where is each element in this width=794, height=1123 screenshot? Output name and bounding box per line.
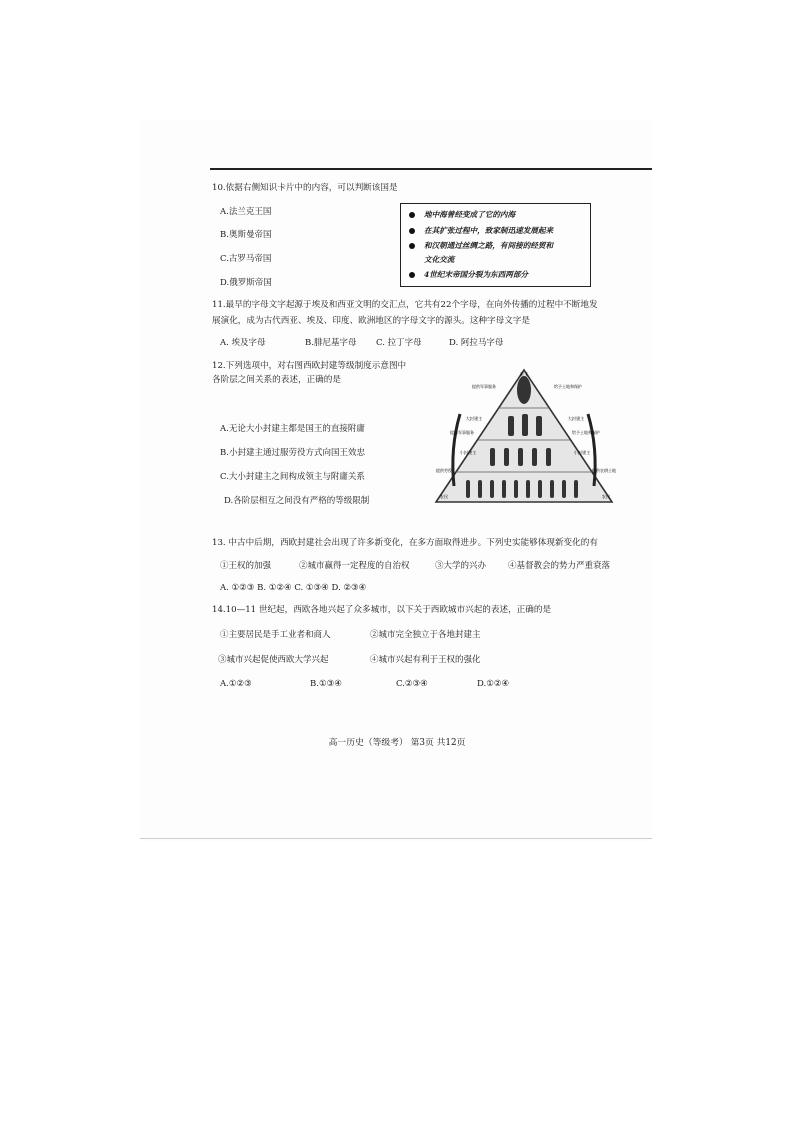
label-top-right: 给予土地和保护 xyxy=(554,384,582,389)
q14-item-1: ①主要居民是手工业者和商人 xyxy=(220,630,331,640)
feudal-hierarchy-pyramid xyxy=(432,368,616,506)
q12-option-c: C.大小封建主之间构成领主与附庸关系 xyxy=(220,472,365,482)
q10-option-b: B.奥斯曼帝国 xyxy=(220,230,272,240)
card-line-1: 地中海曾经变成了它的内海 xyxy=(424,210,516,219)
q14-item-3: ③城市兴起促使西欧大学兴起 xyxy=(218,655,329,665)
label-mid-left-2: 提供军事服务 xyxy=(450,430,474,435)
q11-option-c: C. 拉丁字母 xyxy=(376,338,422,348)
card-line-2: 在其扩张过程中，致家制迅速发展起来 xyxy=(424,226,554,235)
q11-option-b: B.腓尼基字母 xyxy=(305,338,357,348)
q14-item-4: ④城市兴起有利于王权的强化 xyxy=(370,655,481,665)
q12-option-d: D.各阶层相互之间没有严格的等级限制 xyxy=(224,496,370,506)
bottom-edge xyxy=(140,838,652,839)
q10-option-d: D.俄罗斯帝国 xyxy=(220,278,272,288)
card-line-4: 文化交流 xyxy=(424,255,455,264)
q13-item-4: ④基督教会的势力严重衰落 xyxy=(508,561,611,571)
bullet-icon xyxy=(409,272,415,278)
q14-item-2: ②城市完全独立于各地封建主 xyxy=(370,630,481,640)
label-low-left: 小封建主 xyxy=(459,450,477,455)
label-top: 帝王 xyxy=(519,373,529,378)
bullet-icon xyxy=(409,228,415,234)
q12-option-a: A.无论大小封建主都是国王的直接附庸 xyxy=(220,424,365,434)
card-line-5: 4世纪末帝国分裂为东西两部分 xyxy=(424,270,529,279)
bullet-icon xyxy=(409,243,415,249)
q14-option-b: B.①③④ xyxy=(310,679,342,689)
q13-item-1: ①王权的加强 xyxy=(220,561,272,571)
q10-option-a: A.法兰克王国 xyxy=(220,207,272,217)
label-low-left-2: 提供劳役 xyxy=(436,468,452,473)
label-top-left: 提供军事服务 xyxy=(472,384,496,389)
label-low-right: 小封建主 xyxy=(573,450,591,455)
label-mid-left: 大封建主 xyxy=(465,416,483,421)
bullet-icon xyxy=(409,212,415,218)
q12-line-2: 各阶层之间关系的表述，正确的是 xyxy=(212,375,341,385)
q10-option-c: C.古罗马帝国 xyxy=(220,254,272,264)
q13-stem: 13. 中古中后期，西欧封建社会出现了许多新变化，在多方面取得进步。下列史实能够体现新变化的有 xyxy=(212,538,598,548)
label-mid-right-2: 给予土地和保护 xyxy=(572,430,600,435)
q13-options: A. ①②③ B. ①②④ C. ①③④ D. ②③④ xyxy=(220,583,367,593)
q13-item-3: ③大学的兴办 xyxy=(435,561,487,571)
q11-line-2: 展演化，成为古代西亚、埃及、印度、欧洲地区的字母文字的源头。这种字母文字是 xyxy=(212,316,530,326)
header-rule xyxy=(210,168,652,170)
q12-option-b: B.小封建主通过服劳役方式向国王效忠 xyxy=(220,448,365,458)
q13-item-2: ②城市赢得一定程度的自治权 xyxy=(299,561,410,571)
q11-option-a: A. 埃及字母 xyxy=(220,338,266,348)
label-low-right-2: 提供农耕土地 xyxy=(592,468,616,473)
q11-option-d: D. 阿拉马字母 xyxy=(449,338,504,348)
q14-stem: 14.10—11 世纪起，西欧各地兴起了众多城市，以下关于西欧城市兴起的表述，正确的是 xyxy=(212,605,552,615)
card-line-3: 和汉朝通过丝绸之路，有间接的经贸和 xyxy=(424,241,554,250)
q14-option-a: A.①②③ xyxy=(220,679,252,689)
label-base-left: 农民 xyxy=(439,494,449,499)
label-base-right: 农民 xyxy=(601,494,611,499)
label-mid-right: 大封建主 xyxy=(567,416,585,421)
knowledge-card xyxy=(400,203,591,287)
q11-line-1: 11.最早的字母文字起源于埃及和西亚文明的交汇点，它共有22个字母，在向外传播的过程中不断地发 xyxy=(212,300,598,310)
q10-stem: 10.依据右侧知识卡片中的内容，可以判断该国是 xyxy=(212,183,398,193)
q14-option-d: D.①②④ xyxy=(477,679,510,689)
q14-option-c: C.②③④ xyxy=(396,679,428,689)
page-footer: 高一历史（等级考） 第3页 共12页 xyxy=(328,738,466,748)
q12-line-1: 12.下列选项中，对右图西欧封建等级制度示意图中 xyxy=(212,361,407,371)
